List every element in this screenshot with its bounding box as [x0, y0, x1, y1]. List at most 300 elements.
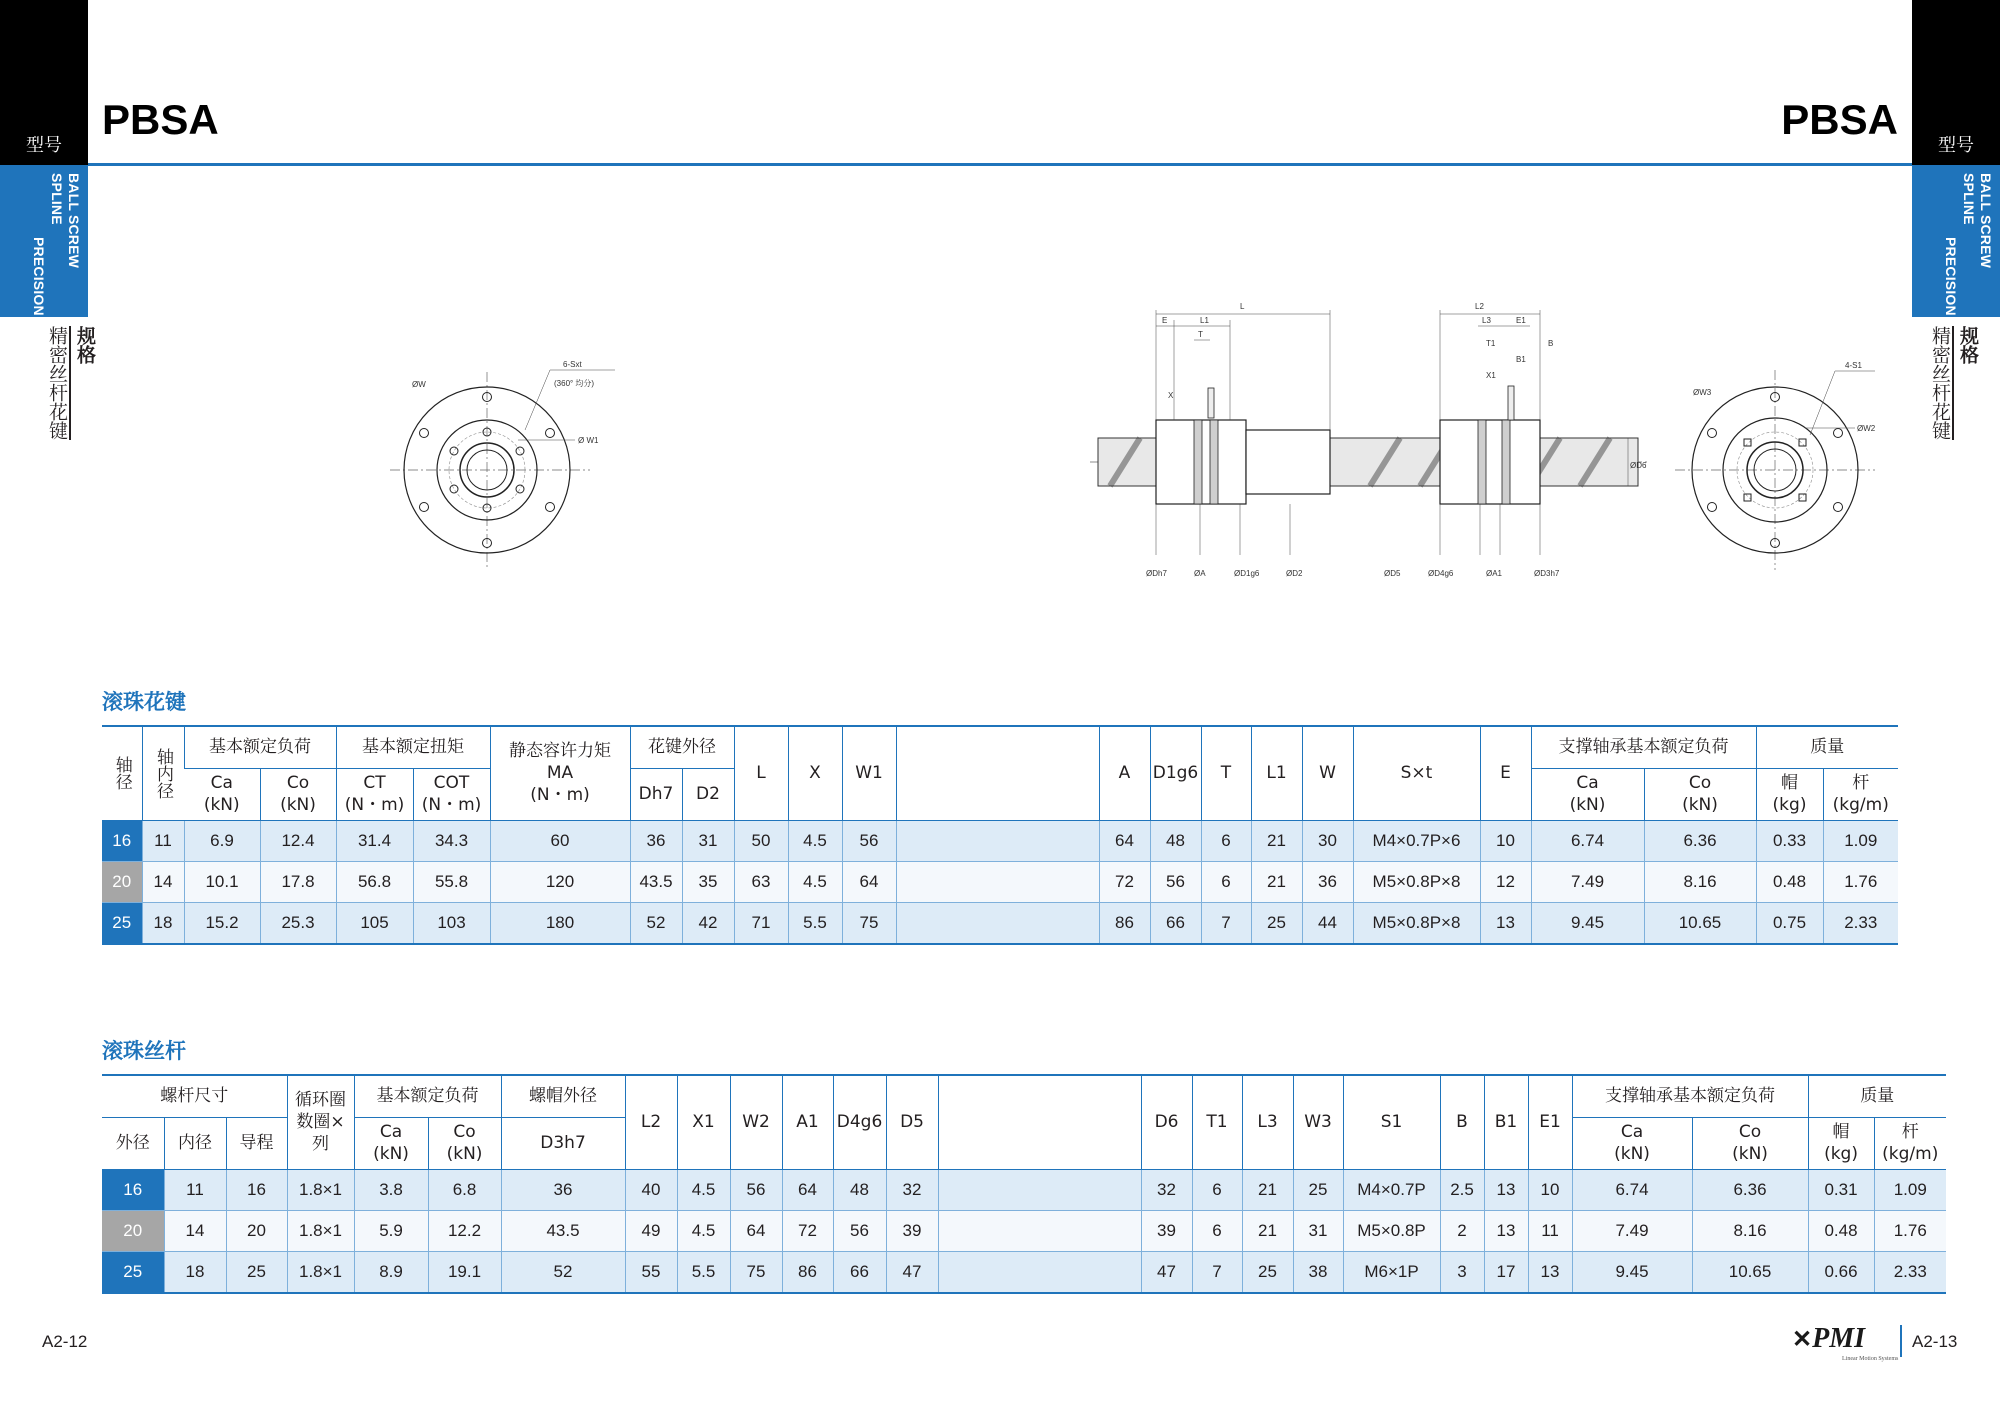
th-bearing-co-unit: (kN)	[1682, 795, 1718, 815]
right-category-zh: 精密丝杆花键	[1929, 326, 1951, 440]
th-d5: D5	[886, 1075, 938, 1169]
right-category-en-1: PRECISION	[1943, 237, 1959, 316]
cell-bco: 8.16	[1644, 861, 1756, 902]
th-w1: W1	[842, 726, 896, 820]
cell-od: 16	[102, 1169, 164, 1210]
label-dh7: ØDh7	[1146, 569, 1167, 578]
th-screw-ca-unit: (kN)	[373, 1144, 409, 1164]
th-screw-bearing-co	[1692, 1117, 1808, 1169]
spline-table-title: 滚珠花键	[102, 690, 186, 714]
th-bearing: 支撑轴承基本额定负荷	[1531, 726, 1756, 768]
th-co	[260, 768, 336, 820]
cell-b1: 13	[1484, 1210, 1528, 1251]
left-model-name: PBSA	[102, 96, 219, 143]
cell-lead: 16	[226, 1169, 287, 1210]
th-screw-nut-unit: (kg)	[1824, 1144, 1858, 1164]
th-id: 内径	[164, 1117, 226, 1169]
cell-ct: 105	[336, 902, 413, 944]
cell-a: 72	[1099, 861, 1150, 902]
right-side-zh	[1928, 326, 1980, 440]
cell-bco: 10.65	[1692, 1251, 1808, 1293]
th-screw-shaft-mass	[1874, 1117, 1946, 1169]
cell-bca: 6.74	[1572, 1169, 1692, 1210]
cell-size: 20	[102, 861, 142, 902]
cell-s1: M6×1P	[1343, 1251, 1440, 1293]
label-x1: X1	[1486, 371, 1496, 380]
cell-w2: 56	[730, 1169, 782, 1210]
label-l2: L2	[1475, 302, 1484, 311]
cell-nut: 0.31	[1808, 1169, 1874, 1210]
cell-inner: 11	[142, 820, 184, 861]
cell-t: 6	[1201, 861, 1251, 902]
label-l3: L3	[1482, 316, 1491, 325]
cell-a1: 86	[782, 1251, 833, 1293]
th-screw-bearing-co-label: Co	[1738, 1122, 1762, 1142]
cell-ca: 15.2	[184, 902, 260, 944]
cell-d6: 39	[1141, 1210, 1192, 1251]
th-bearing-ca-unit: (kN)	[1569, 795, 1606, 815]
th-ma: MA	[546, 763, 574, 784]
cell-nut: 0.33	[1756, 820, 1823, 861]
right-model-label: 型号	[1938, 135, 1974, 156]
cell-gap	[896, 902, 1099, 944]
cell-shaft: 1.09	[1823, 820, 1898, 861]
cell-co: 12.2	[428, 1210, 501, 1251]
cell-d2: 31	[682, 820, 734, 861]
cell-bco: 8.16	[1692, 1210, 1808, 1251]
cell-sxt: M4×0.7P×6	[1353, 820, 1480, 861]
th-screw-ca	[354, 1117, 428, 1169]
right-model-tab	[1912, 0, 2000, 165]
cell-w2: 64	[730, 1210, 782, 1251]
cell-lead: 20	[226, 1210, 287, 1251]
cell-od: 20	[102, 1210, 164, 1251]
th-inner: 轴内径	[142, 726, 184, 820]
th-lead: 导程	[226, 1117, 287, 1169]
th-bearing-co	[1644, 768, 1756, 820]
cell-ca: 10.1	[184, 861, 260, 902]
cell-lead: 25	[226, 1251, 287, 1293]
label-d6: ØD6	[1630, 461, 1647, 470]
label-360: (360° 均分)	[554, 379, 595, 388]
th-t1: T1	[1192, 1075, 1242, 1169]
cell-x: 4.5	[788, 820, 842, 861]
cell-s1: M4×0.7P	[1343, 1169, 1440, 1210]
cell-bco: 6.36	[1692, 1169, 1808, 1210]
cell-x1: 5.5	[677, 1251, 730, 1293]
cell-b: 3	[1440, 1251, 1484, 1293]
cell-d3: 52	[501, 1251, 625, 1293]
cell-size: 16	[102, 820, 142, 861]
th-mass: 质量	[1756, 726, 1898, 768]
th-od: 外径	[102, 1117, 164, 1169]
cell-gap	[938, 1251, 1141, 1293]
th-screw-nut-label: 帽	[1832, 1122, 1850, 1142]
th-ct	[336, 768, 413, 820]
th-ma-unit: (N・m)	[530, 785, 590, 806]
cell-id: 14	[164, 1210, 226, 1251]
th-moment-label: 静态容许力矩	[509, 741, 611, 762]
th-screw-nut-mass	[1808, 1117, 1874, 1169]
pmi-tagline: Linear Motion Systems	[1842, 1356, 1899, 1362]
cell-bco: 6.36	[1644, 820, 1756, 861]
cell-e: 10	[1480, 820, 1531, 861]
th-x: X	[788, 726, 842, 820]
th-screw-co-unit: (kN)	[446, 1144, 483, 1164]
spline-row	[102, 861, 1898, 902]
screw-row	[102, 1210, 1946, 1251]
cell-shaft: 1.76	[1823, 861, 1898, 902]
cell-d1: 48	[1150, 820, 1201, 861]
cell-inner: 14	[142, 861, 184, 902]
th-co-unit: (kN)	[280, 795, 316, 815]
left-model-label: 型号	[26, 135, 62, 156]
th-w3: W3	[1293, 1075, 1343, 1169]
th-gap	[896, 726, 1099, 820]
cell-e1: 13	[1528, 1251, 1572, 1293]
cell-od: 25	[102, 1251, 164, 1293]
cell-dh7: 52	[630, 902, 682, 944]
cell-shaft: 1.09	[1874, 1169, 1946, 1210]
cell-turns: 1.8×1	[287, 1169, 354, 1210]
th-nut-mass	[1756, 768, 1823, 820]
th-screw-shaft-label: 杆	[1901, 1122, 1919, 1142]
label-t1: T1	[1486, 339, 1496, 348]
cell-t: 6	[1201, 820, 1251, 861]
label-e1: E1	[1516, 316, 1526, 325]
th-outer: 花键外径	[630, 726, 734, 768]
cell-e: 13	[1480, 902, 1531, 944]
th-screw-bearing: 支撑轴承基本额定负荷	[1572, 1075, 1808, 1117]
cell-co: 17.8	[260, 861, 336, 902]
th-sxt: S×t	[1353, 726, 1480, 820]
th-shaft-mass-unit: (kg/m)	[1832, 795, 1889, 815]
cell-shaft: 2.33	[1823, 902, 1898, 944]
cell-co: 6.8	[428, 1169, 501, 1210]
cell-w1: 64	[842, 861, 896, 902]
cell-l2: 49	[625, 1210, 677, 1251]
spline-spec-table	[102, 725, 1898, 945]
cell-turns: 1.8×1	[287, 1251, 354, 1293]
cell-dh7: 43.5	[630, 861, 682, 902]
cell-nut: 0.48	[1756, 861, 1823, 902]
cell-d5: 39	[886, 1210, 938, 1251]
cell-ca: 6.9	[184, 820, 260, 861]
left-model-tab	[0, 0, 88, 165]
right-model-name: PBSA	[1781, 96, 1898, 143]
th-screw-co-label: Co	[453, 1122, 476, 1142]
th-screw-load: 基本额定负荷	[354, 1075, 501, 1117]
th-screw-bearing-ca-label: Ca	[1620, 1122, 1644, 1142]
cell-b1: 13	[1484, 1169, 1528, 1210]
cell-gap	[938, 1210, 1141, 1251]
cell-gap	[896, 820, 1099, 861]
cell-ct: 31.4	[336, 820, 413, 861]
label-d4g6: ØD4g6	[1428, 569, 1454, 578]
cell-l3: 25	[1242, 1251, 1293, 1293]
cell-s1: M5×0.8P	[1343, 1210, 1440, 1251]
th-x1: X1	[677, 1075, 730, 1169]
label-d5: ØD5	[1384, 569, 1401, 578]
th-cot-unit: (N・m)	[421, 795, 482, 815]
cell-l1: 25	[1251, 902, 1302, 944]
th-l: L	[734, 726, 788, 820]
spline-flange-front-view	[380, 360, 630, 570]
th-screw-gap	[938, 1075, 1141, 1169]
th-ca-label: Ca	[210, 773, 233, 793]
th-w: W	[1302, 726, 1353, 820]
th-b: B	[1440, 1075, 1484, 1169]
cell-ca: 5.9	[354, 1210, 428, 1251]
cell-a: 64	[1099, 820, 1150, 861]
cell-d4: 66	[833, 1251, 886, 1293]
cell-w: 30	[1302, 820, 1353, 861]
cell-d6: 47	[1141, 1251, 1192, 1293]
cell-b: 2	[1440, 1210, 1484, 1251]
cell-d5: 32	[886, 1169, 938, 1210]
cell-d1: 56	[1150, 861, 1201, 902]
cell-a1: 64	[782, 1169, 833, 1210]
cell-t: 7	[1201, 902, 1251, 944]
cell-w: 36	[1302, 861, 1353, 902]
cell-b1: 17	[1484, 1251, 1528, 1293]
screw-row	[102, 1251, 1946, 1293]
cell-bca: 7.49	[1531, 861, 1644, 902]
cell-bco: 10.65	[1644, 902, 1756, 944]
cell-shaft: 1.76	[1874, 1210, 1946, 1251]
th-screw-size: 螺杆尺寸	[102, 1075, 287, 1117]
cell-nut: 0.75	[1756, 902, 1823, 944]
page-number-left: A2-12	[42, 1332, 88, 1351]
cell-e: 12	[1480, 861, 1531, 902]
cell-nut: 0.48	[1808, 1210, 1874, 1251]
cell-co: 25.3	[260, 902, 336, 944]
cell-x: 4.5	[788, 861, 842, 902]
page-number-right: A2-13	[1912, 1332, 1958, 1351]
th-d1g6: D1g6	[1150, 726, 1201, 820]
th-bearing-ca	[1531, 768, 1644, 820]
label-b: B	[1548, 339, 1554, 348]
cell-l: 50	[734, 820, 788, 861]
th-shaft-mass-label: 杆	[1852, 773, 1870, 793]
label-d2: ØD2	[1286, 569, 1303, 578]
cell-w3: 31	[1293, 1210, 1343, 1251]
cell-co: 19.1	[428, 1251, 501, 1293]
footer-divider	[1900, 1325, 1902, 1357]
pmi-logo	[1792, 1323, 1865, 1355]
th-d3h7: D3h7	[501, 1117, 625, 1169]
th-t: T	[1201, 726, 1251, 820]
th-l2: L2	[625, 1075, 677, 1169]
cell-l3: 21	[1242, 1169, 1293, 1210]
label-e: E	[1162, 316, 1168, 325]
spline-row	[102, 902, 1898, 944]
th-load: 基本额定负荷	[184, 726, 336, 768]
th-screw-mass: 质量	[1808, 1075, 1946, 1117]
pmi-brand: PMI	[1812, 1323, 1866, 1354]
cell-gap	[938, 1169, 1141, 1210]
cell-d5: 47	[886, 1251, 938, 1293]
th-ct-label: CT	[363, 773, 386, 793]
th-torque: 基本额定扭矩	[336, 726, 490, 768]
cell-turns: 1.8×1	[287, 1210, 354, 1251]
th-moment	[490, 726, 630, 820]
th-e: E	[1480, 726, 1531, 820]
label-4-s1: 4-S1	[1845, 361, 1862, 370]
cell-a1: 72	[782, 1210, 833, 1251]
th-bearing-co-label: Co	[1688, 773, 1712, 793]
label-d1g6: ØD1g6	[1234, 569, 1260, 578]
cell-bca: 9.45	[1572, 1251, 1692, 1293]
th-cot-label: COT	[433, 773, 470, 793]
th-screw-shaft-unit: (kg/m)	[1882, 1144, 1939, 1164]
left-spec-label: 规格	[69, 326, 97, 440]
header-rule	[88, 163, 1912, 166]
cell-e1: 11	[1528, 1210, 1572, 1251]
left-side-zh	[45, 326, 97, 440]
cell-x1: 4.5	[677, 1210, 730, 1251]
cell-d2: 42	[682, 902, 734, 944]
th-turns: 循环圈数圈×列	[287, 1075, 354, 1169]
cell-cot: 55.8	[413, 861, 490, 902]
th-screw-bearing-ca-unit: (kN)	[1614, 1144, 1650, 1164]
th-d6: D6	[1141, 1075, 1192, 1169]
cell-d1: 66	[1150, 902, 1201, 944]
cell-ct: 56.8	[336, 861, 413, 902]
right-spec-label: 规格	[1952, 326, 1980, 440]
label-w1: Ø W1	[578, 436, 599, 445]
label-a: ØA	[1194, 569, 1206, 578]
cell-nut: 0.66	[1808, 1251, 1874, 1293]
right-category-tab	[1912, 165, 2000, 317]
th-w2: W2	[730, 1075, 782, 1169]
cell-t1: 6	[1192, 1169, 1242, 1210]
label-t: T	[1198, 330, 1203, 339]
th-d4g6: D4g6	[833, 1075, 886, 1169]
th-a1: A1	[782, 1075, 833, 1169]
th-cot	[413, 768, 490, 820]
screw-row	[102, 1169, 1946, 1210]
cell-sxt: M5×0.8P×8	[1353, 902, 1480, 944]
cell-gap	[896, 861, 1099, 902]
th-ca-unit: (kN)	[203, 795, 240, 815]
cell-l1: 21	[1251, 861, 1302, 902]
label-w2: ØW2	[1857, 424, 1876, 433]
th-l1: L1	[1251, 726, 1302, 820]
left-category-en-1: PRECISION	[31, 237, 47, 316]
th-screw-ca-label: Ca	[379, 1122, 403, 1142]
cell-id: 11	[164, 1169, 226, 1210]
cell-w1: 56	[842, 820, 896, 861]
shaft-assembly-side-view	[1090, 290, 1650, 590]
cell-b: 2.5	[1440, 1169, 1484, 1210]
label-l: L	[1240, 302, 1245, 311]
th-dh7: Dh7	[630, 768, 682, 820]
cell-co: 12.4	[260, 820, 336, 861]
cell-bca: 9.45	[1531, 902, 1644, 944]
cell-w3: 25	[1293, 1169, 1343, 1210]
cell-bca: 6.74	[1531, 820, 1644, 861]
label-w3: ØW3	[1693, 388, 1712, 397]
th-screw-co	[428, 1117, 501, 1169]
th-nut-unit: (kg)	[1772, 795, 1807, 815]
cell-t1: 6	[1192, 1210, 1242, 1251]
th-b1: B1	[1484, 1075, 1528, 1169]
cell-l1: 21	[1251, 820, 1302, 861]
label-a1: ØA1	[1486, 569, 1503, 578]
cell-inner: 18	[142, 902, 184, 944]
th-shaft: 轴径	[102, 726, 142, 820]
cell-x: 5.5	[788, 902, 842, 944]
label-b1: B1	[1516, 355, 1526, 364]
cell-size: 25	[102, 902, 142, 944]
spline-row	[102, 820, 1898, 861]
cell-x1: 4.5	[677, 1169, 730, 1210]
label-x: X	[1168, 391, 1174, 400]
cell-ca: 8.9	[354, 1251, 428, 1293]
left-category-tab	[0, 165, 88, 317]
cell-shaft: 2.33	[1874, 1251, 1946, 1293]
th-ct-unit: (N・m)	[344, 795, 405, 815]
cell-d4: 56	[833, 1210, 886, 1251]
th-bearing-ca-label: Ca	[1576, 773, 1599, 793]
left-category-en-2: BALL SCREW SPLINE	[49, 173, 82, 269]
cell-ca: 3.8	[354, 1169, 428, 1210]
pmi-mark-icon: ✕	[1792, 1327, 1813, 1353]
cell-t1: 7	[1192, 1251, 1242, 1293]
th-d2: D2	[682, 768, 734, 820]
th-co-label: Co	[286, 773, 310, 793]
label-w: ØW	[412, 380, 426, 389]
cell-id: 18	[164, 1251, 226, 1293]
cell-l2: 55	[625, 1251, 677, 1293]
cell-e1: 10	[1528, 1169, 1572, 1210]
th-e1: E1	[1528, 1075, 1572, 1169]
screw-nut-front-view	[1675, 355, 1905, 570]
cell-d2: 35	[682, 861, 734, 902]
cell-w3: 38	[1293, 1251, 1343, 1293]
cell-l3: 21	[1242, 1210, 1293, 1251]
screw-spec-table	[102, 1074, 1946, 1294]
th-l3: L3	[1242, 1075, 1293, 1169]
screw-table-title: 滚珠丝杆	[102, 1039, 186, 1063]
cell-w: 44	[1302, 902, 1353, 944]
cell-w1: 75	[842, 902, 896, 944]
th-a: A	[1099, 726, 1150, 820]
cell-w2: 75	[730, 1251, 782, 1293]
label-6-sxt: 6-Sxt	[563, 360, 582, 369]
cell-ma: 180	[490, 902, 630, 944]
th-nut-od: 螺帽外径	[501, 1075, 625, 1117]
cell-cot: 34.3	[413, 820, 490, 861]
th-shaft-mass	[1823, 768, 1898, 820]
cell-d6: 32	[1141, 1169, 1192, 1210]
cell-l: 63	[734, 861, 788, 902]
cell-bca: 7.49	[1572, 1210, 1692, 1251]
th-ca	[184, 768, 260, 820]
left-category-zh: 精密丝杆花键	[46, 326, 68, 440]
cell-l2: 40	[625, 1169, 677, 1210]
cell-ma: 120	[490, 861, 630, 902]
cell-d4: 48	[833, 1169, 886, 1210]
cell-cot: 103	[413, 902, 490, 944]
th-screw-bearing-ca	[1572, 1117, 1692, 1169]
cell-d3: 36	[501, 1169, 625, 1210]
label-l1: L1	[1200, 316, 1209, 325]
cell-l: 71	[734, 902, 788, 944]
label-d3h7: ØD3h7	[1534, 569, 1560, 578]
right-category-en-2: BALL SCREW SPLINE	[1961, 173, 1994, 269]
